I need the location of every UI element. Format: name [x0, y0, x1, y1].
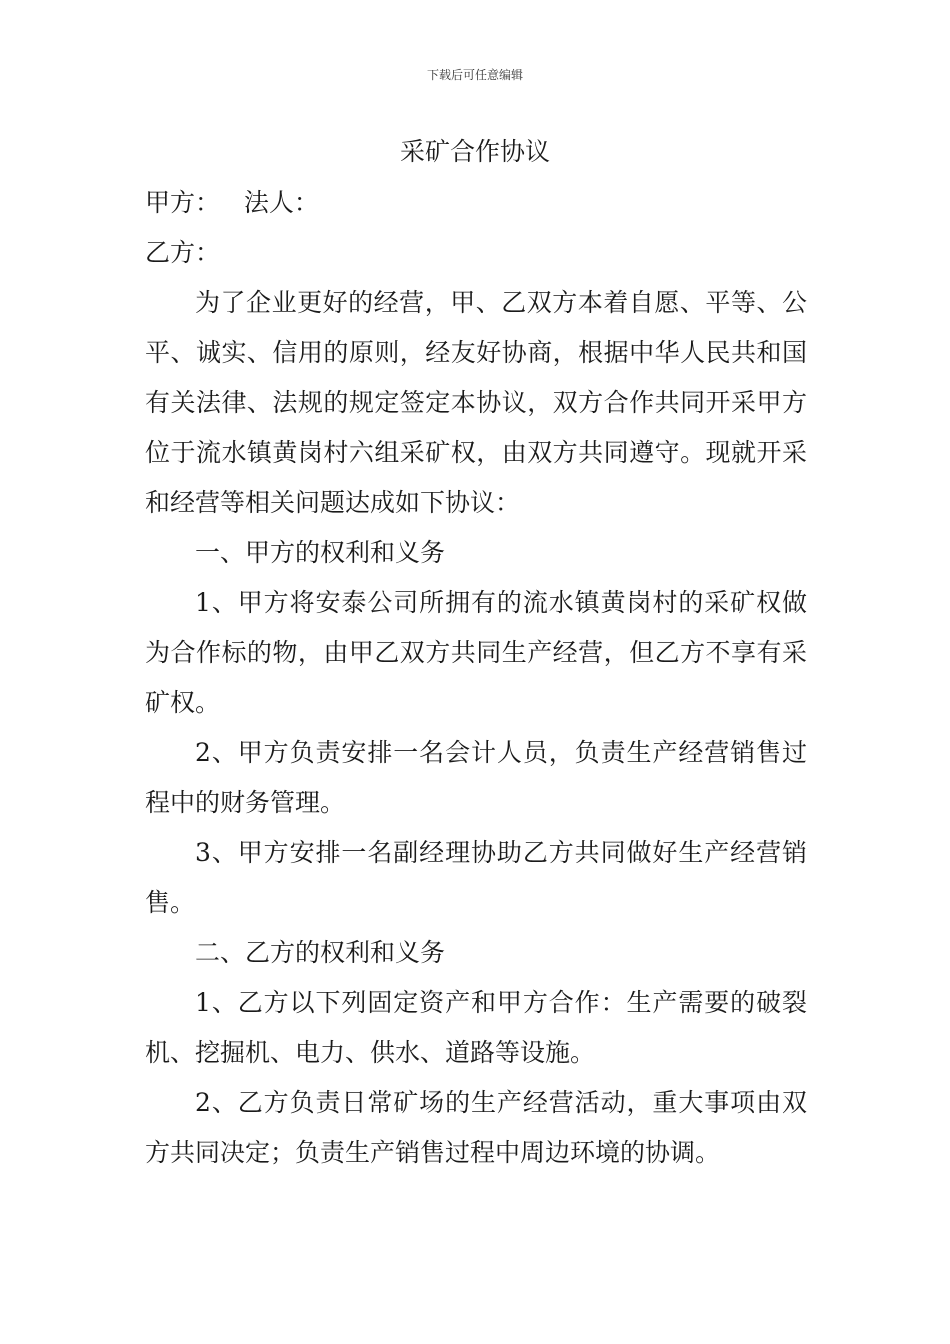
header-note: 下载后可任意编辑: [426, 68, 523, 82]
section-two-item-1: 1、乙方以下列固定资产和甲方合作：生产需要的破裂机、挖掘机、电力、供水、道路等设施。: [145, 988, 807, 1067]
section-one-item-3: 3、甲方安排一名副经理协助乙方共同做好生产经营销售。: [145, 838, 807, 917]
section-one-heading: 一、甲方的权利和义务: [195, 538, 446, 567]
section-one-item-2: 2、甲方负责安排一名会计人员，负责生产经营销售过程中的财务管理。: [145, 738, 807, 817]
document-body: [145, 178, 807, 1178]
preamble-paragraph: 为了企业更好的经营，甲、乙双方本着自愿、平等、公平、诚实、信用的原则，经友好协商，根据中华人民共和国有关法律、法规的规定签定本协议，双方合作共同开采甲方位于流水镇黄岗村六组采矿权，由双方共同遵守。现就开采和经营等相关问题达成如下协议：: [145, 288, 807, 517]
section-two-heading: 二、乙方的权利和义务: [195, 938, 446, 967]
party-b-line: 乙方：: [145, 238, 221, 267]
section-one-item-1: 1、甲方将安泰公司所拥有的流水镇黄岗村的采矿权做为合作标的物，由甲乙双方共同生产经营，但乙方不享有采矿权。: [145, 588, 807, 717]
section-two-item-2: 2、乙方负责日常矿场的生产经营活动，重大事项由双方共同决定；负责生产销售过程中周边环境的协调。: [145, 1088, 807, 1167]
document-title: 采矿合作协议: [399, 137, 550, 166]
party-a-line: 甲方： 法人：: [145, 188, 319, 217]
